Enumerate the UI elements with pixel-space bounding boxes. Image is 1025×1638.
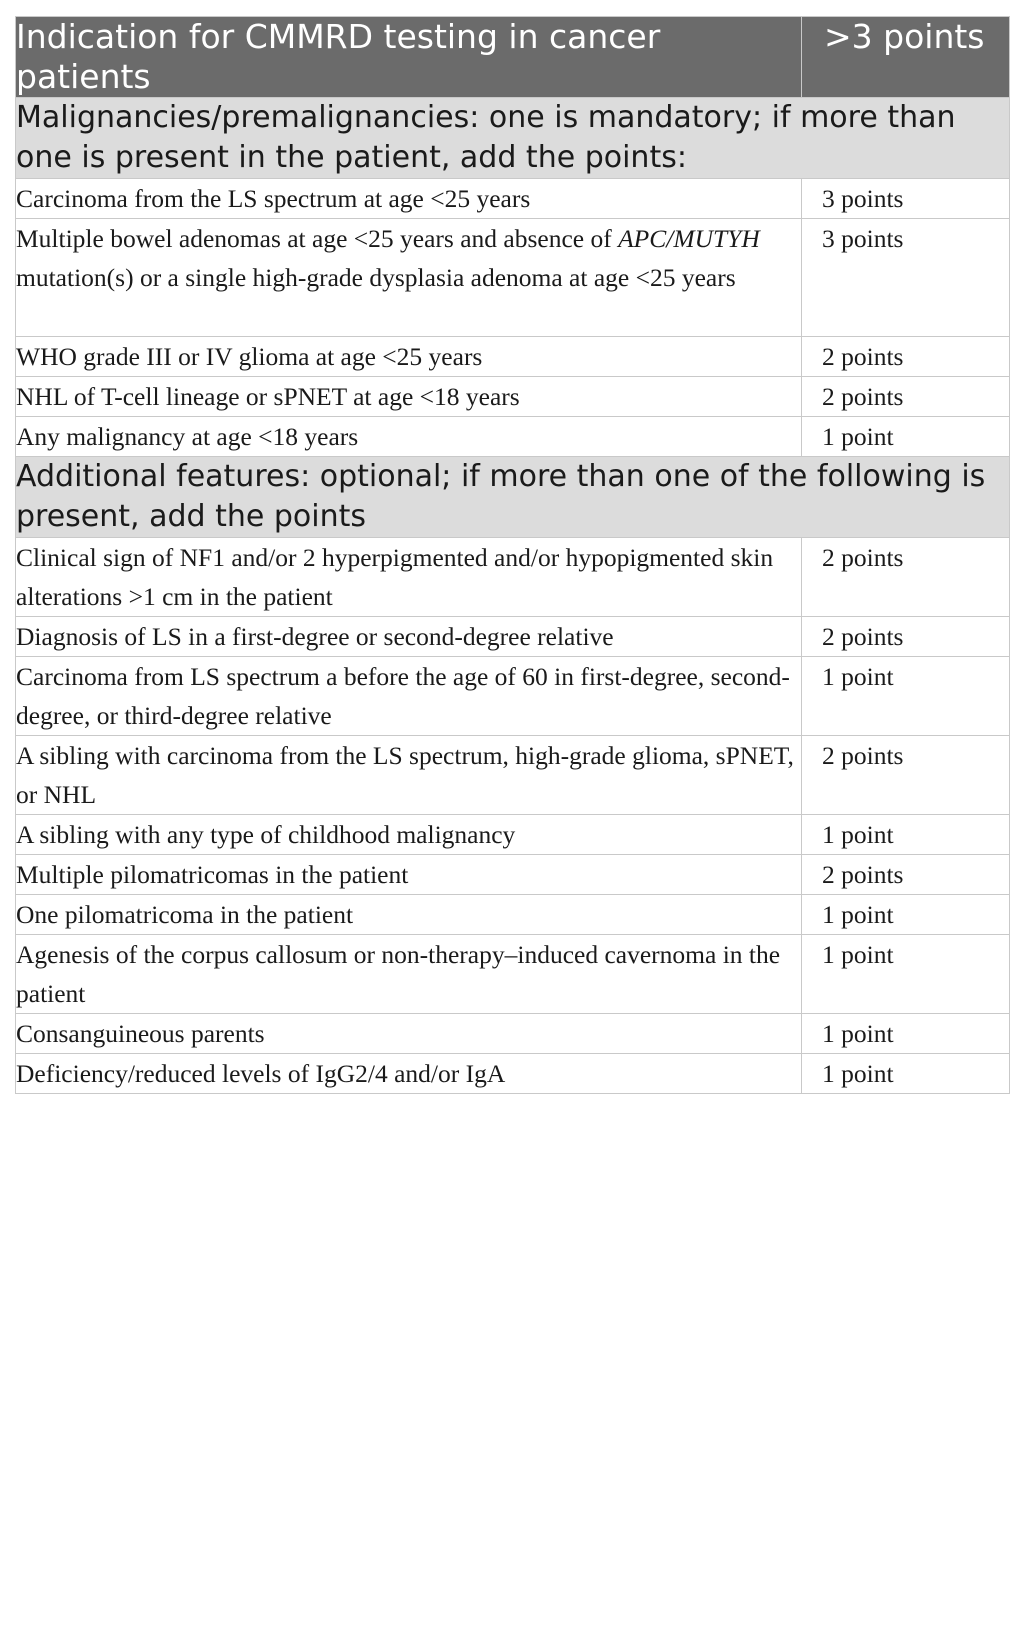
criterion-cell: Diagnosis of LS in a first-degree or second-degree relative bbox=[16, 617, 802, 657]
section-title: Malignancies/premalignancies: one is mandatory; if more than one is present in the patient, add the points: bbox=[16, 98, 1010, 179]
points-cell: 1 point bbox=[802, 417, 1010, 457]
cmmrd-criteria-table bbox=[15, 16, 1010, 1094]
criterion-cell: Any malignancy at age <18 years bbox=[16, 417, 802, 457]
points-cell: 1 point bbox=[802, 1014, 1010, 1054]
table-row bbox=[16, 1054, 1010, 1094]
points-cell: 3 points bbox=[802, 179, 1010, 219]
points-cell: 1 point bbox=[802, 895, 1010, 935]
table-row bbox=[16, 1014, 1010, 1054]
table-row bbox=[16, 337, 1010, 377]
table-row bbox=[16, 617, 1010, 657]
table-row bbox=[16, 895, 1010, 935]
table-row bbox=[16, 855, 1010, 895]
header-indication: Indication for CMMRD testing in cancer patients bbox=[16, 17, 802, 98]
points-cell: 2 points bbox=[802, 736, 1010, 815]
section-header-malignancies bbox=[16, 98, 1010, 179]
header-threshold: >3 points bbox=[802, 17, 1010, 98]
points-cell: 1 point bbox=[802, 815, 1010, 855]
table-row bbox=[16, 417, 1010, 457]
points-cell: 2 points bbox=[802, 617, 1010, 657]
criterion-cell: Agenesis of the corpus callosum or non-therapy–induced cavernoma in the patient bbox=[16, 935, 802, 1014]
criterion-cell: Clinical sign of NF1 and/or 2 hyperpigmented and/or hypopigmented skin alterations >1 cm in the patient bbox=[16, 538, 802, 617]
points-cell: 1 point bbox=[802, 935, 1010, 1014]
section-header-additional-features bbox=[16, 457, 1010, 538]
criterion-cell: Consanguineous parents bbox=[16, 1014, 802, 1054]
table-row bbox=[16, 815, 1010, 855]
section-title: Additional features: optional; if more than one of the following is present, add the points bbox=[16, 457, 1010, 538]
points-cell: 1 point bbox=[802, 1054, 1010, 1094]
table-row bbox=[16, 736, 1010, 815]
points-cell: 3 points bbox=[802, 219, 1010, 337]
criterion-cell: One pilomatricoma in the patient bbox=[16, 895, 802, 935]
table-row bbox=[16, 377, 1010, 417]
criterion-cell bbox=[16, 219, 802, 337]
criterion-text-pre: Multiple bowel adenomas at age <25 years and absence of bbox=[16, 224, 619, 253]
table-row bbox=[16, 179, 1010, 219]
table-header-row bbox=[16, 17, 1010, 98]
criterion-cell: Carcinoma from LS spectrum a before the age of 60 in first-degree, second-degree, or third-degree relative bbox=[16, 657, 802, 736]
table-row bbox=[16, 219, 1010, 337]
table-row bbox=[16, 538, 1010, 617]
criterion-cell: A sibling with any type of childhood malignancy bbox=[16, 815, 802, 855]
criterion-text-post: mutation(s) or a single high-grade dysplasia adenoma at age <25 years bbox=[16, 263, 736, 292]
criterion-cell: WHO grade III or IV glioma at age <25 years bbox=[16, 337, 802, 377]
points-cell: 2 points bbox=[802, 377, 1010, 417]
criterion-cell: Carcinoma from the LS spectrum at age <25 years bbox=[16, 179, 802, 219]
criterion-cell: A sibling with carcinoma from the LS spectrum, high-grade glioma, sPNET, or NHL bbox=[16, 736, 802, 815]
table-row bbox=[16, 657, 1010, 736]
points-cell: 1 point bbox=[802, 657, 1010, 736]
criterion-cell: Multiple pilomatricomas in the patient bbox=[16, 855, 802, 895]
criterion-cell: Deficiency/reduced levels of IgG2/4 and/or IgA bbox=[16, 1054, 802, 1094]
points-cell: 2 points bbox=[802, 538, 1010, 617]
points-cell: 2 points bbox=[802, 337, 1010, 377]
points-cell: 2 points bbox=[802, 855, 1010, 895]
table-row bbox=[16, 935, 1010, 1014]
criterion-cell: NHL of T-cell lineage or sPNET at age <18 years bbox=[16, 377, 802, 417]
criterion-gene-names: APC/MUTYH bbox=[618, 224, 760, 253]
